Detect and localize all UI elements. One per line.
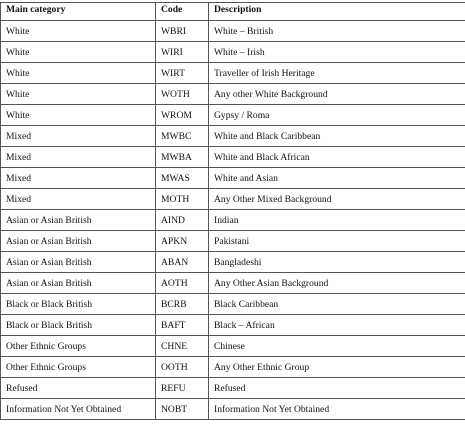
cell-main-category: Mixed <box>1 147 156 168</box>
cell-description: Black – African <box>209 315 465 336</box>
cell-main-category: Mixed <box>1 168 156 189</box>
table-row <box>1 63 465 84</box>
table-row <box>1 399 465 420</box>
header-description: Description <box>209 3 465 21</box>
cell-description: White and Black African <box>209 147 465 168</box>
cell-code: MWBA <box>156 147 209 168</box>
cell-code: ABAN <box>156 252 209 273</box>
cell-main-category: Black or Black British <box>1 294 156 315</box>
cell-main-category: Information Not Yet Obtained <box>1 399 156 420</box>
cell-description: Any Other Mixed Background <box>209 189 465 210</box>
table-header <box>1 3 465 21</box>
cell-main-category: White <box>1 84 156 105</box>
table-row <box>1 378 465 399</box>
cell-description: Information Not Yet Obtained <box>209 399 465 420</box>
cell-main-category: Other Ethnic Groups <box>1 336 156 357</box>
cell-main-category: Mixed <box>1 189 156 210</box>
table-row <box>1 105 465 126</box>
cell-code: WIRI <box>156 42 209 63</box>
cell-description: Any Other Asian Background <box>209 273 465 294</box>
cell-main-category: Mixed <box>1 126 156 147</box>
ethnicity-code-document <box>0 2 465 420</box>
cell-description: White – British <box>209 21 465 42</box>
table-row <box>1 231 465 252</box>
header-row <box>1 3 465 21</box>
header-code: Code <box>156 3 209 21</box>
cell-description: Traveller of Irish Heritage <box>209 63 465 84</box>
cell-main-category: Asian or Asian British <box>1 231 156 252</box>
table-row <box>1 294 465 315</box>
cell-code: NOBT <box>156 399 209 420</box>
cell-code: BAFT <box>156 315 209 336</box>
cell-main-category: Black or Black British <box>1 315 156 336</box>
cell-code: OOTH <box>156 357 209 378</box>
table-row <box>1 126 465 147</box>
table-row <box>1 84 465 105</box>
cell-code: WOTH <box>156 84 209 105</box>
cell-description: Any other White Background <box>209 84 465 105</box>
cell-description: Pakistani <box>209 231 465 252</box>
cell-main-category: Asian or Asian British <box>1 210 156 231</box>
header-main-category: Main category <box>1 3 156 21</box>
table-row <box>1 168 465 189</box>
table-row <box>1 336 465 357</box>
ethnicity-code-table <box>0 2 465 420</box>
cell-description: Any Other Ethnic Group <box>209 357 465 378</box>
cell-description: Bangladeshi <box>209 252 465 273</box>
cell-code: WBRI <box>156 21 209 42</box>
cell-code: MWBC <box>156 126 209 147</box>
table-row <box>1 21 465 42</box>
table-row <box>1 147 465 168</box>
table-row <box>1 42 465 63</box>
cell-code: AOTH <box>156 273 209 294</box>
cell-description: White and Black Caribbean <box>209 126 465 147</box>
cell-code: MOTH <box>156 189 209 210</box>
cell-code: MWAS <box>156 168 209 189</box>
cell-code: REFU <box>156 378 209 399</box>
cell-code: WROM <box>156 105 209 126</box>
table-row <box>1 357 465 378</box>
cell-main-category: White <box>1 63 156 84</box>
cell-description: White – Irish <box>209 42 465 63</box>
cell-description: Refused <box>209 378 465 399</box>
cell-main-category: White <box>1 21 156 42</box>
cell-main-category: Asian or Asian British <box>1 273 156 294</box>
table-row <box>1 273 465 294</box>
table-body <box>1 21 465 420</box>
cell-description: Black Caribbean <box>209 294 465 315</box>
cell-description: Chinese <box>209 336 465 357</box>
cell-main-category: Other Ethnic Groups <box>1 357 156 378</box>
cell-main-category: White <box>1 105 156 126</box>
cell-main-category: Asian or Asian British <box>1 252 156 273</box>
table-row <box>1 315 465 336</box>
cell-code: APKN <box>156 231 209 252</box>
cell-code: WIRT <box>156 63 209 84</box>
cell-main-category: Refused <box>1 378 156 399</box>
table-row <box>1 210 465 231</box>
cell-code: AIND <box>156 210 209 231</box>
cell-main-category: White <box>1 42 156 63</box>
table-row <box>1 189 465 210</box>
table-row <box>1 252 465 273</box>
cell-code: BCRB <box>156 294 209 315</box>
cell-description: Gypsy / Roma <box>209 105 465 126</box>
cell-description: White and Asian <box>209 168 465 189</box>
cell-description: Indian <box>209 210 465 231</box>
cell-code: CHNE <box>156 336 209 357</box>
